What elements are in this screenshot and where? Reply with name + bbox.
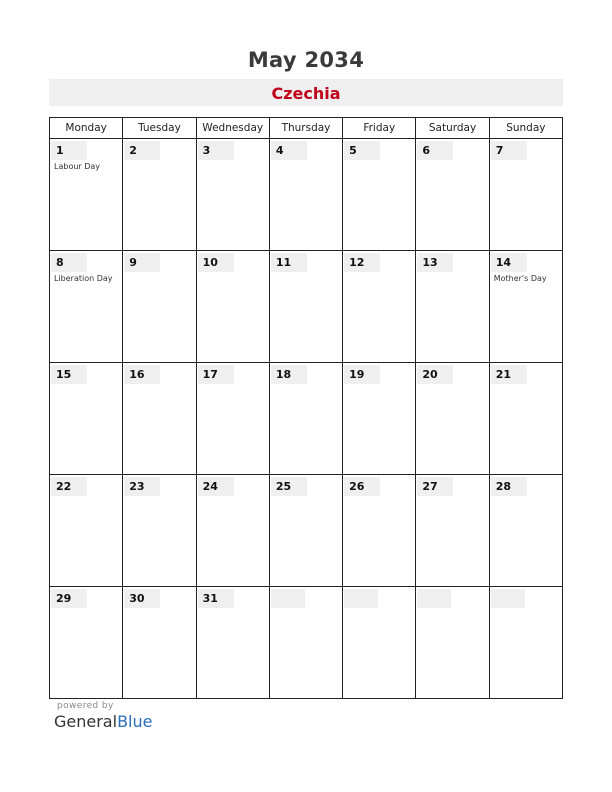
day-number: 26 — [344, 477, 380, 496]
calendar-day-cell[interactable] — [416, 475, 489, 587]
calendar-body — [50, 139, 563, 699]
calendar-week-row — [50, 139, 563, 251]
generalblue-logo[interactable] — [54, 712, 152, 731]
powered-by-label: powered by — [57, 701, 114, 711]
calendar-week-row — [50, 587, 563, 699]
calendar-day-cell[interactable] — [123, 363, 196, 475]
day-number: 8 — [51, 253, 87, 272]
day-number: 7 — [491, 141, 527, 160]
calendar-day-cell[interactable] — [489, 139, 562, 251]
weekday-header: Friday — [343, 118, 416, 139]
day-number: 4 — [271, 141, 307, 160]
calendar-day-cell[interactable] — [50, 587, 123, 699]
day-number — [271, 589, 305, 608]
day-number: 18 — [271, 365, 307, 384]
logo-blue-text: Blue — [117, 712, 153, 731]
calendar-day-cell[interactable] — [123, 251, 196, 363]
calendar-day-cell[interactable] — [196, 475, 269, 587]
calendar-day-cell[interactable] — [269, 475, 342, 587]
calendar-day-cell[interactable] — [50, 251, 123, 363]
day-number: 31 — [198, 589, 234, 608]
day-number: 9 — [124, 253, 160, 272]
calendar-day-cell[interactable] — [123, 139, 196, 251]
calendar-day-cell[interactable] — [269, 139, 342, 251]
country-name: Czechia — [271, 84, 341, 103]
calendar-day-cell[interactable] — [196, 363, 269, 475]
month-calendar — [49, 117, 563, 699]
day-number: 28 — [491, 477, 527, 496]
day-number: 23 — [124, 477, 160, 496]
holiday-label: Mother's Day — [493, 274, 547, 283]
calendar-day-cell[interactable] — [123, 587, 196, 699]
day-number: 1 — [51, 141, 87, 160]
day-number: 17 — [198, 365, 234, 384]
calendar-day-cell[interactable] — [416, 587, 489, 699]
calendar-day-cell[interactable] — [489, 475, 562, 587]
day-number: 10 — [198, 253, 234, 272]
page-title: May 2034 — [247, 48, 365, 72]
logo-general-text: General — [54, 712, 118, 731]
day-number: 5 — [344, 141, 380, 160]
day-number: 3 — [198, 141, 234, 160]
day-number — [344, 589, 378, 608]
day-number: 22 — [51, 477, 87, 496]
calendar-day-cell[interactable] — [196, 587, 269, 699]
calendar-week-row — [50, 251, 563, 363]
calendar-week-row — [50, 363, 563, 475]
day-number: 14 — [491, 253, 527, 272]
holiday-label: Liberation Day — [54, 274, 113, 283]
day-number: 6 — [417, 141, 453, 160]
day-number: 19 — [344, 365, 380, 384]
calendar-day-cell[interactable] — [50, 139, 123, 251]
day-number: 25 — [271, 477, 307, 496]
weekday-header: Monday — [50, 118, 123, 139]
calendar-day-cell[interactable] — [416, 251, 489, 363]
calendar-day-cell[interactable] — [269, 251, 342, 363]
calendar-day-cell[interactable] — [489, 363, 562, 475]
day-number: 2 — [124, 141, 160, 160]
weekday-header: Tuesday — [123, 118, 196, 139]
weekday-header: Sunday — [489, 118, 562, 139]
calendar-day-cell[interactable] — [196, 251, 269, 363]
weekday-header-row — [50, 118, 563, 139]
day-number: 21 — [491, 365, 527, 384]
calendar-day-cell[interactable] — [416, 139, 489, 251]
day-number: 30 — [124, 589, 160, 608]
day-number: 15 — [51, 365, 87, 384]
day-number — [491, 589, 525, 608]
calendar-day-cell[interactable] — [489, 251, 562, 363]
day-number: 11 — [271, 253, 307, 272]
country-banner — [49, 79, 563, 106]
weekday-header: Wednesday — [196, 118, 269, 139]
calendar-day-cell[interactable] — [343, 363, 416, 475]
weekday-header: Thursday — [269, 118, 342, 139]
calendar-week-row — [50, 475, 563, 587]
calendar-day-cell[interactable] — [50, 363, 123, 475]
calendar-day-cell[interactable] — [489, 587, 562, 699]
calendar-day-cell[interactable] — [343, 475, 416, 587]
calendar-day-cell[interactable] — [269, 587, 342, 699]
calendar-day-cell[interactable] — [343, 251, 416, 363]
calendar-day-cell[interactable] — [343, 139, 416, 251]
day-number: 12 — [344, 253, 380, 272]
day-number: 27 — [417, 477, 453, 496]
day-number: 16 — [124, 365, 160, 384]
day-number: 13 — [417, 253, 453, 272]
calendar-day-cell[interactable] — [416, 363, 489, 475]
calendar-day-cell[interactable] — [196, 139, 269, 251]
calendar-day-cell[interactable] — [123, 475, 196, 587]
calendar-day-cell[interactable] — [269, 363, 342, 475]
calendar-day-cell[interactable] — [50, 475, 123, 587]
day-number: 24 — [198, 477, 234, 496]
calendar-day-cell[interactable] — [343, 587, 416, 699]
day-number: 20 — [417, 365, 453, 384]
holiday-label: Labour Day — [54, 162, 101, 171]
day-number — [417, 589, 451, 608]
day-number: 29 — [51, 589, 87, 608]
weekday-header: Saturday — [416, 118, 489, 139]
